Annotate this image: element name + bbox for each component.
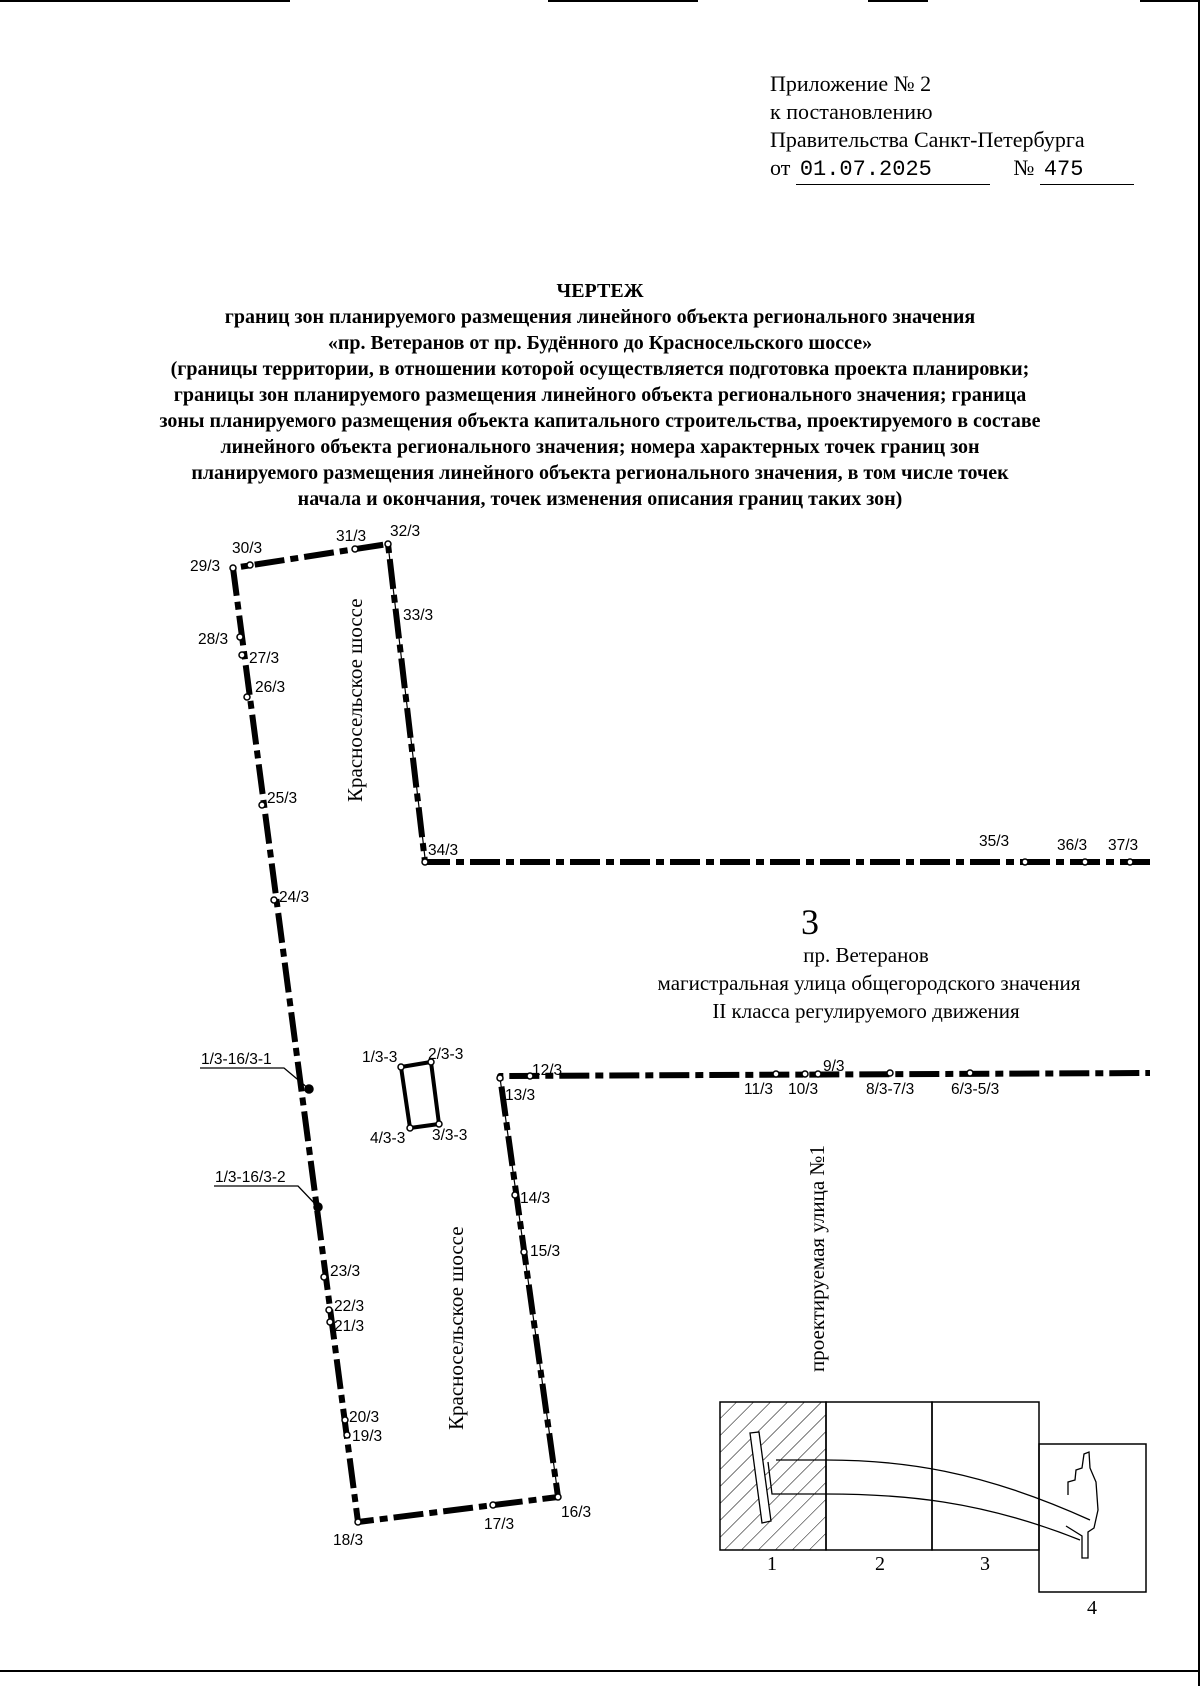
marker-4-3-3 [407, 1125, 413, 1131]
marker-26 [244, 694, 250, 700]
label-37: 37/3 [1108, 837, 1139, 854]
boundary-upper [233, 544, 1150, 1522]
label-10: 10/3 [788, 1081, 819, 1098]
from-label: от [770, 155, 791, 180]
marker-25 [259, 802, 265, 808]
decree-number: 475 [1040, 156, 1134, 185]
zone-name: пр. Ветеранов [803, 943, 929, 967]
title-line-5: зоны планируемого размещения объекта капитального строительства, проектируемого в составе [159, 410, 1041, 432]
label-17: 17/3 [484, 1516, 515, 1533]
label-1-16-1: 1/3-16/3-1 [201, 1051, 272, 1068]
label-27: 27/3 [249, 650, 280, 667]
key-map-sheet-1 [720, 1402, 826, 1550]
label-29: 29/3 [190, 558, 221, 575]
label-2-3-3: 2/3-3 [428, 1046, 464, 1063]
marker-21 [327, 1319, 333, 1325]
key-map-sheet-4 [1039, 1444, 1146, 1592]
title-line-1: границ зон планируемого размещения линейного объекта регионального значения [224, 306, 976, 328]
marker-11 [773, 1071, 779, 1077]
label-21: 21/3 [334, 1318, 365, 1335]
marker-22 [326, 1307, 332, 1313]
decree-date: 01.07.2025 [796, 156, 990, 185]
construction-zone-rectangle [401, 1062, 439, 1128]
key-map-label-2: 2 [875, 1553, 885, 1575]
title-line-3: (границы территории, в отношении которой осуществляется подготовка проекта планировки; [170, 358, 1030, 380]
marker-9 [815, 1071, 821, 1077]
label-32: 32/3 [390, 523, 421, 540]
label-28: 28/3 [198, 631, 229, 648]
title-line-4: границы зон планируемого размещения линейного объекта регионального значения; граница [173, 384, 1027, 406]
title-line-6: линейного объекта регионального значения; номера характерных точек границ зон [220, 436, 980, 458]
marker-1-3-3 [398, 1064, 404, 1070]
label-9: 9/3 [823, 1058, 845, 1075]
label-24: 24/3 [279, 889, 310, 906]
marker-23 [321, 1274, 327, 1280]
marker-37 [1127, 859, 1133, 865]
marker-17 [490, 1502, 496, 1508]
marker-16 [555, 1494, 561, 1500]
marker-20 [342, 1417, 348, 1423]
marker-19 [344, 1432, 350, 1438]
label-22: 22/3 [334, 1298, 365, 1315]
zone-number: 3 [801, 902, 819, 942]
key-map-sheet-2 [826, 1402, 932, 1550]
marker-8-7 [887, 1070, 893, 1076]
marker-29 [230, 565, 236, 571]
marker-32 [385, 541, 391, 547]
number-label: № [1013, 155, 1035, 180]
zone-boundary [233, 544, 1150, 1522]
road-label-krasnoselskoe-lower: Красносельское шоссе [444, 1226, 468, 1430]
marker-34 [422, 859, 428, 865]
label-33: 33/3 [403, 607, 434, 624]
label-1-16-2: 1/3-16/3-2 [215, 1169, 286, 1186]
label-6-5: 6/3-5/3 [951, 1081, 1000, 1098]
label-3-3-3: 3/3-3 [432, 1127, 468, 1144]
label-8-7: 8/3-7/3 [866, 1081, 915, 1098]
label-30: 30/3 [232, 540, 263, 557]
marker-28 [237, 634, 243, 640]
marker-18 [355, 1519, 361, 1525]
marker-27 [239, 652, 245, 658]
marker-13 [497, 1075, 503, 1081]
title-line-2: «пр. Ветеранов от пр. Будённого до Красносельского шоссе» [327, 332, 873, 354]
label-1-3-3: 1/3-3 [362, 1049, 398, 1066]
title-heading: ЧЕРТЕЖ [556, 280, 644, 302]
zone-description-1: магистральная улица общегородского значения [657, 971, 1081, 995]
zone-description-2: II класса регулируемого движения [712, 999, 1020, 1023]
road-label-krasnoselskoe-upper: Красносельское шоссе [343, 598, 367, 802]
marker-14 [512, 1192, 518, 1198]
label-19: 19/3 [352, 1428, 383, 1445]
key-map [720, 1402, 1146, 1619]
marker-30 [247, 562, 253, 568]
label-14: 14/3 [520, 1190, 551, 1207]
marker-6-5 [967, 1070, 973, 1076]
label-15: 15/3 [530, 1243, 561, 1260]
label-34: 34/3 [428, 842, 459, 859]
label-16: 16/3 [561, 1504, 592, 1521]
title-line-8: начала и окончания, точек изменения описания границ таких зон) [297, 488, 903, 510]
appendix-line-1: Приложение № 2 [770, 71, 932, 96]
point-labels [190, 523, 1138, 1549]
label-23: 23/3 [330, 1263, 361, 1280]
label-13: 13/3 [505, 1087, 536, 1104]
title-line-7: планируемого размещения линейного объекта регионального значения, в том числе точек [191, 462, 1009, 484]
key-map-label-4: 4 [1087, 1597, 1097, 1619]
appendix-line-2: к постановлению [770, 99, 933, 124]
marker-15 [521, 1249, 527, 1255]
label-4-3-3: 4/3-3 [370, 1130, 406, 1147]
label-20: 20/3 [349, 1409, 380, 1426]
marker-24 [271, 897, 277, 903]
label-36: 36/3 [1057, 837, 1088, 854]
marker-31 [352, 546, 358, 552]
key-map-label-1: 1 [767, 1553, 777, 1575]
label-18: 18/3 [333, 1532, 364, 1549]
label-12: 12/3 [532, 1062, 563, 1079]
marker-36 [1082, 859, 1088, 865]
marker-10 [802, 1071, 808, 1077]
boundary-inner-edge [388, 544, 561, 1495]
marker-35 [1022, 859, 1028, 865]
label-25: 25/3 [267, 790, 298, 807]
label-26: 26/3 [255, 679, 286, 696]
key-map-sheet-3 [932, 1402, 1039, 1550]
label-35: 35/3 [979, 833, 1010, 850]
label-11: 11/3 [744, 1081, 774, 1098]
appendix-line-3: Правительства Санкт-Петербурга [770, 127, 1085, 152]
key-map-label-3: 3 [980, 1553, 990, 1575]
road-label-projected-street: проектируемая улица №1 [805, 1145, 829, 1372]
label-31: 31/3 [336, 528, 367, 545]
